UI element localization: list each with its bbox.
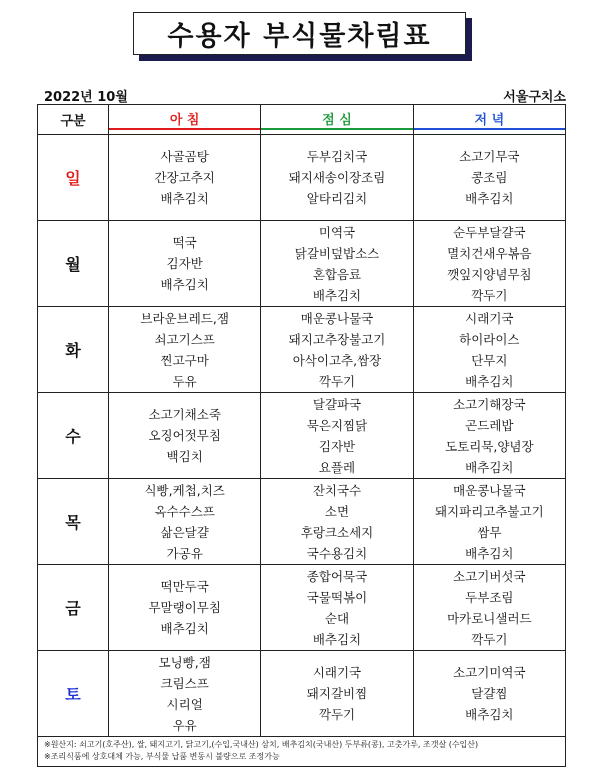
breakfast-cell [109,479,261,565]
menu-item: 미역국 [318,224,356,240]
menu-item: 두유 [172,373,197,389]
menu-item: 소고기버섯국 [453,568,526,584]
breakfast-cell [109,565,261,651]
menu-date: 2022년 10월 [44,90,128,105]
menu-item: 깻잎지양념무침 [447,266,532,282]
header-day: 구분 [38,105,109,135]
menu-item: 소고기채소죽 [148,407,221,422]
header-dinner-label: 저 녁 [414,109,565,130]
menu-item: 배추김치 [465,545,514,561]
menu-item: 돼지갈비찜 [306,686,368,701]
table-row [38,565,566,651]
day-label: 일 [38,135,109,221]
menu-item: 배추김치 [312,631,362,647]
dinner-cell [413,135,565,221]
menu-item: 무말랭이무침 [148,600,221,615]
header-dinner [413,105,565,135]
menu-item: 시래기국 [312,665,362,680]
menu-body [38,135,566,737]
menu-item: 달걀파국 [312,396,362,412]
menu-item: 깍두기 [318,707,356,722]
breakfast-cell [109,221,261,307]
menu-item: 단무지 [471,352,508,368]
breakfast-cell [109,393,261,479]
menu-item: 간장고추지 [154,170,215,185]
menu-item: 떡국 [172,235,197,250]
menu-item: 쌈무 [477,524,502,540]
organization-name: 서울구치소 [503,90,566,105]
menu-item: 콩조림 [471,170,508,185]
menu-item: 돼지새송이장조림 [288,170,386,185]
menu-item: 알타리김치 [306,191,368,206]
menu-item: 마카로니샐러드 [447,610,532,626]
menu-item: 가공유 [166,545,203,561]
menu-item: 깍두기 [471,287,508,303]
menu-item: 묵은지찜닭 [306,417,368,433]
lunch-cell [261,135,413,221]
table-row [38,393,566,479]
menu-item: 시리얼 [166,696,203,712]
menu-item: 옥수수스프 [154,503,215,519]
header-breakfast-label: 아 침 [109,109,260,130]
lunch-cell [261,479,413,565]
menu-item: 순대 [324,610,350,626]
lunch-cell [261,221,413,307]
dinner-cell [413,393,565,479]
menu-item: 깍두기 [318,373,356,389]
menu-item: 소고기미역국 [453,665,526,680]
table-row [38,651,566,737]
menu-item: 배추김치 [160,277,209,292]
menu-item: 시래기국 [465,310,514,326]
menu-item: 소고기해장국 [453,396,526,412]
table-row [38,135,566,221]
menu-item: 후랑크소세지 [300,524,374,540]
menu-item: 오징어젓무침 [148,428,221,443]
menu-item: 모닝빵,잼 [158,654,211,670]
menu-item: 쇠고기스프 [154,331,215,347]
menu-item: 돼지고추장불고기 [288,331,386,347]
menu-item: 소면 [324,503,350,519]
menu-item: 사골곰탕 [160,149,209,164]
menu-item: 김자반 [318,438,356,454]
menu-item: 아삭이고추,쌈장 [292,352,382,368]
lunch-cell [261,393,413,479]
day-label: 화 [38,307,109,393]
menu-item: 배추김치 [465,191,514,206]
menu-item: 두부조림 [465,589,514,605]
menu-item: 소고기무국 [459,149,520,164]
page-title: 수용자 부식물차림표 [133,12,466,55]
menu-table [37,104,566,737]
day-label: 월 [38,221,109,307]
dinner-cell [413,221,565,307]
header-breakfast [109,105,261,135]
menu-item: 매운콩나물국 [300,310,374,326]
menu-item: 브라운브레드,잼 [140,310,229,326]
menu-item: 닭갈비덮밥소스 [294,245,380,261]
header-lunch [261,105,413,135]
table-row [38,221,566,307]
menu-item: 배추김치 [465,707,514,722]
menu-item: 멸치건새우볶음 [447,245,532,261]
dinner-cell [413,307,565,393]
menu-item: 식빵,케첩,치즈 [144,482,225,498]
menu-item: 혼합음료 [312,266,362,282]
menu-item: 삶은달걀 [160,524,209,540]
header-lunch-label: 점 심 [261,109,412,130]
menu-item: 하이라이스 [459,331,520,347]
dinner-cell [413,565,565,651]
menu-item: 우유 [172,717,197,733]
menu-item: 찐고구마 [160,352,209,368]
menu-item: 매운콩나물국 [453,482,526,498]
menu-item: 김자반 [166,256,203,271]
menu-item: 국수용김치 [306,545,368,561]
lunch-cell [261,307,413,393]
breakfast-cell [109,135,261,221]
menu-item: 백김치 [166,449,203,464]
menu-item: 종합어묵국 [306,568,368,584]
lunch-cell [261,565,413,651]
title-box [133,12,466,55]
menu-item: 달걀찜 [471,686,508,701]
menu-item: 떡만두국 [160,579,209,594]
menu-item: 두부김치국 [306,149,368,164]
menu-item: 순두부달걀국 [453,224,526,240]
menu-item: 깍두기 [471,631,508,647]
breakfast-cell [109,307,261,393]
menu-item: 잔치국수 [312,482,362,498]
header-row [38,105,566,135]
menu-item: 곤드레밥 [465,417,514,433]
footer-origin-note: ※원산지: 쇠고기(호주산), 쌀, 돼지고기, 닭고기,(수입,국내산) 삼치, 배추김치(국내산) 두부류(콩), 고춧가루, 조갯살 (수입산) [44,740,479,749]
lunch-cell [261,651,413,737]
day-label: 토 [38,651,109,737]
menu-item: 크림스프 [160,675,209,691]
day-label: 목 [38,479,109,565]
table-row [38,307,566,393]
menu-item: 돼지파리고추불고기 [434,503,544,519]
menu-item: 배추김치 [465,373,514,389]
menu-item: 배추김치 [160,621,209,636]
dinner-cell [413,651,565,737]
day-label: 수 [38,393,109,479]
day-label: 금 [38,565,109,651]
menu-item: 배추김치 [160,191,209,206]
menu-item: 도토리묵,양념장 [445,438,534,454]
dinner-cell [413,479,565,565]
footer-notes [37,735,566,767]
menu-item: 배추김치 [312,287,362,303]
breakfast-cell [109,651,261,737]
footer-substitution-note: ※조리식품에 상호대체 가능, 부식물 납품 변동시 불량으로 조정가능 [44,752,280,761]
menu-item: 국물떡볶이 [306,589,368,605]
menu-item: 배추김치 [465,459,514,475]
menu-item: 요플레 [318,459,356,475]
table-row [38,479,566,565]
